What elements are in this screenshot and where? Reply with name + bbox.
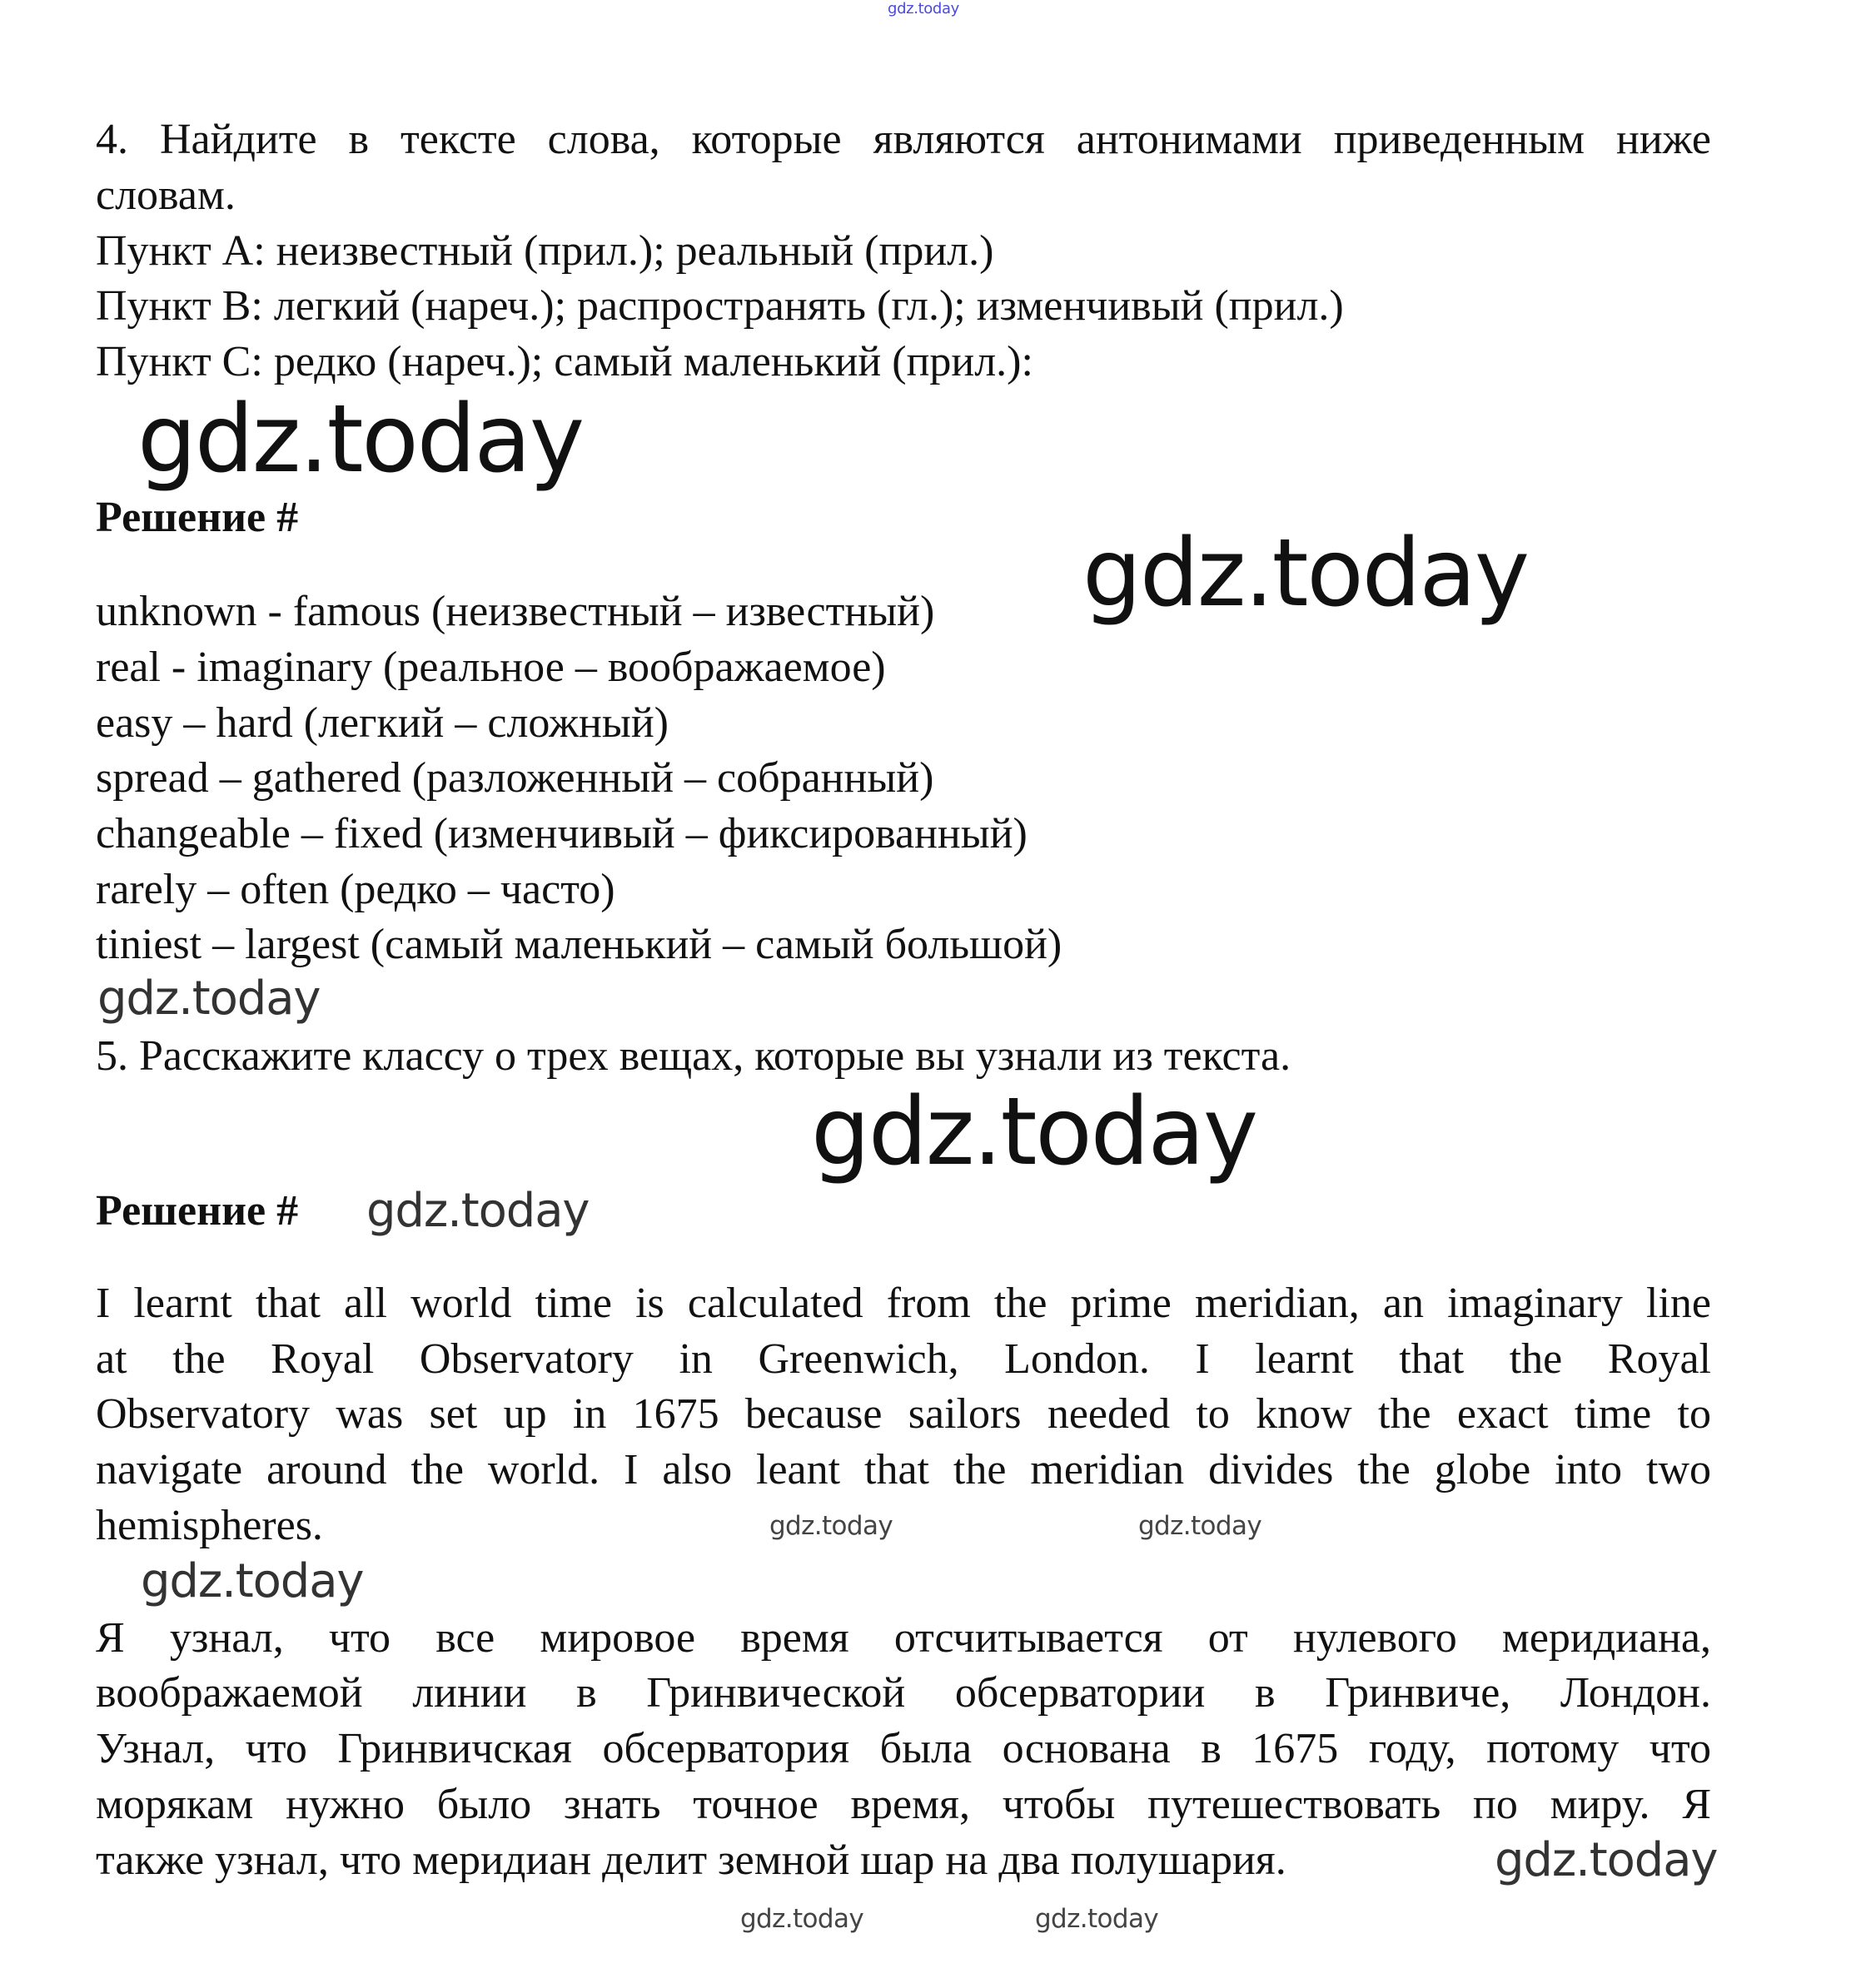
russian-paragraph-line: морякам нужно было знать точное время, чтобы путешествовать по миру. Я [96, 1781, 1711, 1828]
watermark: gdz.today [141, 1554, 364, 1608]
solution-heading: Решение # [96, 1187, 299, 1235]
watermark: gdz.today [1495, 1833, 1718, 1887]
answer-line: easy – hard (легкий – сложный) [96, 699, 669, 747]
english-paragraph-line: Observatory was set up in 1675 because sailors needed to know the exact time to [96, 1390, 1711, 1438]
answer-line: unknown - famous (неизвестный – известный) [96, 588, 935, 635]
answer-line: real - imaginary (реальное – воображаемое) [96, 644, 886, 691]
watermark: gdz.today [1035, 1904, 1159, 1934]
russian-paragraph-line: воображаемой линии в Гринвической обсерватории в Гринвиче, Лондон. [96, 1669, 1711, 1717]
russian-paragraph-line: Узнал, что Гринвичская обсерватория была основана в 1675 году, потому что [96, 1725, 1711, 1772]
task4-question: словам. [96, 171, 236, 219]
watermark: gdz.today [1138, 1511, 1262, 1541]
english-paragraph-line: I learnt that all world time is calculated from the prime meridian, an imaginary line [96, 1280, 1711, 1327]
watermark: gdz.today [97, 972, 321, 1026]
watermark: gdz.today [888, 0, 959, 17]
english-paragraph-line: hemispheres. [96, 1502, 323, 1549]
task4-question: 4. Найдите в тексте слова, которые являются антонимами приведенным ниже [96, 116, 1711, 163]
solution-heading: Решение # [96, 494, 299, 541]
watermark: gdz.today [137, 385, 583, 494]
task5-question: 5. Расскажите классу о трех вещах, которые вы узнали из текста. [96, 1032, 1291, 1080]
answer-line: rarely – often (редко – часто) [96, 866, 615, 913]
answer-line: spread – gathered (разложенный – собранный) [96, 754, 934, 802]
watermark: gdz.today [769, 1511, 893, 1541]
watermark: gdz.today [1082, 519, 1528, 628]
english-paragraph-line: at the Royal Observatory in Greenwich, London. I learnt that the Royal [96, 1335, 1711, 1383]
task4-item-a: Пункт А: неизвестный (прил.); реальный (прил.) [96, 227, 994, 275]
russian-paragraph-line: Я узнал, что все мировое время отсчитывается от нулевого меридиана, [96, 1614, 1711, 1662]
answer-line: changeable – fixed (изменчивый – фиксированный) [96, 810, 1028, 857]
answer-line: tiniest – largest (самый маленький – самый большой) [96, 921, 1062, 968]
task4-item-c: Пункт С: редко (нареч.); самый маленький (прил.): [96, 338, 1033, 385]
watermark: gdz.today [811, 1078, 1256, 1186]
watermark: gdz.today [740, 1904, 864, 1934]
english-paragraph-line: navigate around the world. I also leant that the meridian divides the globe into two [96, 1446, 1711, 1493]
russian-paragraph-line: также узнал, что меридиан делит земной шар на два полушария. [96, 1836, 1286, 1884]
task4-item-b: Пункт В: легкий (нареч.); распространять (гл.); изменчивый (прил.) [96, 282, 1344, 330]
watermark: gdz.today [366, 1184, 590, 1238]
